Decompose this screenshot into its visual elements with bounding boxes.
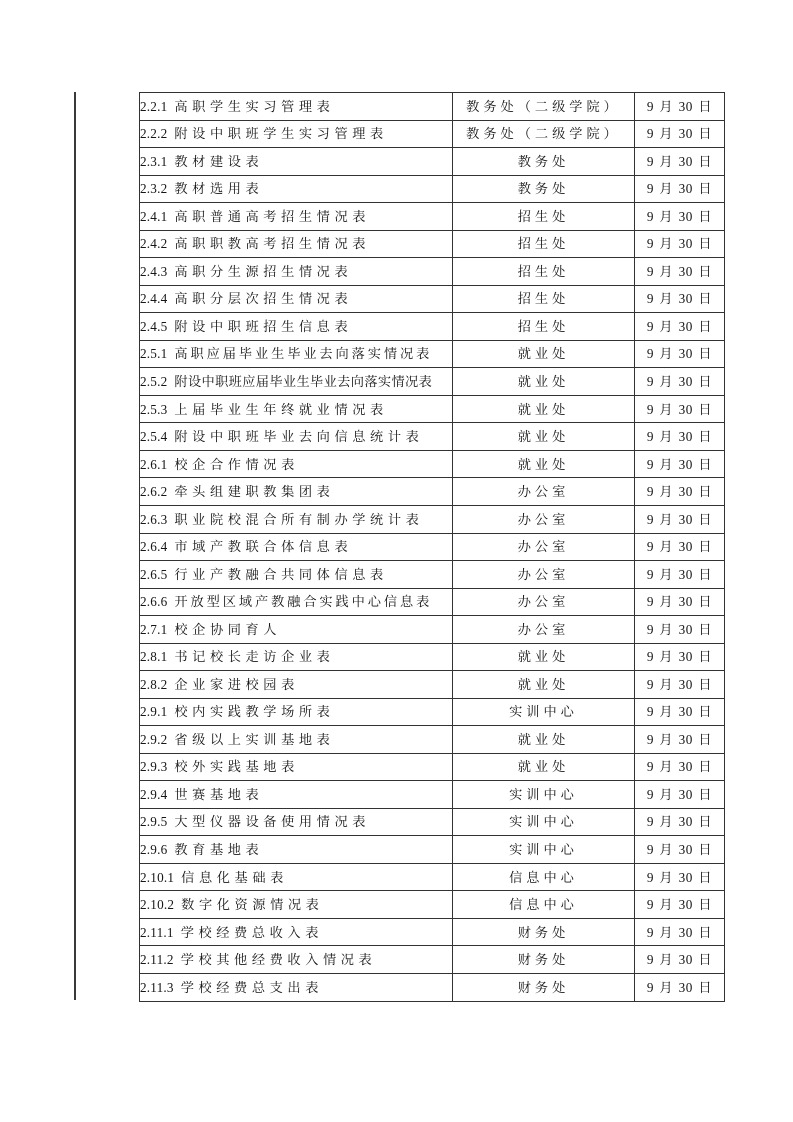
- report-number: 2.4.4: [140, 291, 168, 307]
- table-row: [140, 313, 725, 341]
- cell-department: 教务处: [453, 148, 635, 176]
- cell-deadline: 9 月 30 日: [635, 561, 725, 589]
- cell-deadline: 9 月 30 日: [635, 313, 725, 341]
- report-title: 学校经费总支出表: [180, 979, 323, 995]
- report-title: 校企协同育人: [174, 621, 282, 637]
- report-title: 省级以上实训基地表: [174, 731, 335, 747]
- report-number: 2.11.3: [140, 979, 174, 995]
- cell-deadline: 9 月 30 日: [635, 781, 725, 809]
- cell-report-name: [140, 120, 453, 148]
- report-title: 牵头组建职教集团表: [174, 484, 335, 500]
- cell-deadline: 9 月 30 日: [635, 423, 725, 451]
- table-row: [140, 836, 725, 864]
- cell-deadline: 9 月 30 日: [635, 863, 725, 891]
- cell-department: 就业处: [453, 368, 635, 396]
- cell-deadline: 9 月 30 日: [635, 93, 725, 121]
- report-number: 2.4.5: [140, 318, 168, 334]
- cell-report-name: [140, 93, 453, 121]
- cell-deadline: 9 月 30 日: [635, 203, 725, 231]
- cell-deadline: 9 月 30 日: [635, 230, 725, 258]
- report-number: 2.3.2: [140, 181, 168, 197]
- report-number: 2.3.1: [140, 153, 168, 169]
- cell-department: 就业处: [453, 671, 635, 699]
- cell-department: 财务处: [453, 946, 635, 974]
- cell-report-name: [140, 313, 453, 341]
- report-title: 教育基地表: [174, 842, 264, 857]
- report-number: 2.6.2: [140, 484, 168, 500]
- table-row: [140, 230, 725, 258]
- table-row: [140, 203, 725, 231]
- cell-department: 就业处: [453, 726, 635, 754]
- cell-report-name: [140, 918, 453, 946]
- report-title: 校内实践教学场所表: [174, 704, 335, 720]
- cell-deadline: 9 月 30 日: [635, 643, 725, 671]
- table-row: [140, 946, 725, 974]
- cell-report-name: [140, 340, 453, 368]
- cell-deadline: 9 月 30 日: [635, 285, 725, 313]
- cell-department: 办公室: [453, 505, 635, 533]
- cell-department: 实训中心: [453, 781, 635, 809]
- report-number: 2.11.1: [140, 924, 174, 940]
- report-number: 2.10.1: [140, 869, 175, 885]
- cell-deadline: 9 月 30 日: [635, 478, 725, 506]
- report-title: 校外实践基地表: [174, 759, 299, 775]
- cell-deadline: 9 月 30 日: [635, 974, 725, 1002]
- cell-deadline: 9 月 30 日: [635, 395, 725, 423]
- report-number: 2.9.1: [140, 704, 168, 720]
- report-number: 2.10.2: [140, 897, 175, 913]
- cell-report-name: [140, 368, 453, 396]
- report-number: 2.7.1: [140, 621, 168, 637]
- report-title: 行业产教融合共同体信息表: [174, 566, 388, 582]
- cell-report-name: [140, 505, 453, 533]
- table-row: [140, 175, 725, 203]
- report-number: 2.5.2: [140, 373, 168, 389]
- cell-report-name: [140, 258, 453, 286]
- cell-department: 招生处: [453, 230, 635, 258]
- report-number: 2.8.1: [140, 649, 168, 665]
- cell-department: 招生处: [453, 285, 635, 313]
- cell-report-name: [140, 203, 453, 231]
- cell-deadline: 9 月 30 日: [635, 588, 725, 616]
- cell-department: 就业处: [453, 340, 635, 368]
- cell-department: 财务处: [453, 918, 635, 946]
- cell-deadline: 9 月 30 日: [635, 616, 725, 644]
- report-title: 职业院校混合所有制办学统计表: [174, 511, 424, 527]
- cell-report-name: [140, 423, 453, 451]
- table-row: [140, 368, 725, 396]
- report-title: 高职分层次招生情况表: [174, 291, 353, 307]
- cell-deadline: 9 月 30 日: [635, 258, 725, 286]
- report-title: 教材建设表: [174, 153, 264, 169]
- report-title: 市域产教联合体信息表: [174, 539, 353, 555]
- report-number: 2.6.3: [140, 511, 168, 527]
- report-number: 2.9.4: [140, 786, 168, 802]
- report-title: 开放型区域产教融合实践中心信息表: [174, 594, 433, 610]
- report-title: 高职职教高考招生情况表: [174, 236, 371, 252]
- report-title: 书记校长走访企业表: [174, 649, 335, 665]
- cell-report-name: [140, 753, 453, 781]
- cell-deadline: 9 月 30 日: [635, 836, 725, 864]
- cell-report-name: [140, 533, 453, 561]
- cell-deadline: 9 月 30 日: [635, 340, 725, 368]
- report-title: 高职普通高考招生情况表: [174, 208, 371, 224]
- table-row: [140, 698, 725, 726]
- report-title: 附设中职班应届毕业生毕业去向落实情况表: [174, 373, 433, 389]
- cell-report-name: [140, 726, 453, 754]
- cell-department: 财务处: [453, 974, 635, 1002]
- cell-department: 办公室: [453, 561, 635, 589]
- report-number: 2.4.2: [140, 236, 168, 252]
- report-title: 高职分生源招生情况表: [174, 263, 353, 279]
- report-number: 2.6.5: [140, 566, 168, 582]
- table-row: [140, 395, 725, 423]
- table-row: [140, 148, 725, 176]
- cell-report-name: [140, 450, 453, 478]
- table-row: [140, 588, 725, 616]
- table-row: [140, 616, 725, 644]
- table-row: [140, 918, 725, 946]
- cell-department: 招生处: [453, 313, 635, 341]
- cell-department: 就业处: [453, 450, 635, 478]
- report-number: 2.9.6: [140, 842, 168, 857]
- report-title: 学校经费总收入表: [180, 924, 323, 940]
- cell-deadline: 9 月 30 日: [635, 505, 725, 533]
- table-row: [140, 450, 725, 478]
- cell-department: 信息中心: [453, 891, 635, 919]
- cell-department: 办公室: [453, 588, 635, 616]
- report-number: 2.9.2: [140, 731, 168, 747]
- table-row: [140, 423, 725, 451]
- cell-report-name: [140, 148, 453, 176]
- cell-report-name: [140, 891, 453, 919]
- table-row: [140, 808, 725, 836]
- report-number: 2.5.1: [140, 346, 168, 362]
- report-number: 2.5.4: [140, 429, 168, 445]
- report-number: 2.9.3: [140, 759, 168, 775]
- report-title: 附设中职班毕业去向信息统计表: [174, 429, 424, 445]
- report-title: 校企合作情况表: [174, 456, 299, 472]
- left-margin-line: [74, 92, 76, 1000]
- cell-report-name: [140, 836, 453, 864]
- table-row: [140, 120, 725, 148]
- cell-department: 教务处（二级学院）: [453, 120, 635, 148]
- report-title: 高职学生实习管理表: [174, 98, 335, 114]
- cell-deadline: 9 月 30 日: [635, 148, 725, 176]
- table-row: [140, 561, 725, 589]
- cell-deadline: 9 月 30 日: [635, 671, 725, 699]
- table-row: [140, 781, 725, 809]
- table-row: [140, 643, 725, 671]
- report-title: 附设中职班学生实习管理表: [174, 126, 388, 142]
- table-row: [140, 974, 725, 1002]
- table-row: [140, 505, 725, 533]
- report-title: 企业家进校园表: [174, 676, 299, 692]
- table-row: [140, 340, 725, 368]
- report-number: 2.8.2: [140, 676, 168, 692]
- cell-department: 教务处（二级学院）: [453, 93, 635, 121]
- table-row: [140, 93, 725, 121]
- cell-department: 办公室: [453, 478, 635, 506]
- cell-report-name: [140, 808, 453, 836]
- cell-report-name: [140, 478, 453, 506]
- cell-deadline: 9 月 30 日: [635, 533, 725, 561]
- cell-department: 办公室: [453, 616, 635, 644]
- cell-deadline: 9 月 30 日: [635, 918, 725, 946]
- cell-report-name: [140, 974, 453, 1002]
- cell-report-name: [140, 561, 453, 589]
- cell-report-name: [140, 781, 453, 809]
- report-title: 世赛基地表: [174, 786, 264, 802]
- cell-department: 教务处: [453, 175, 635, 203]
- cell-report-name: [140, 698, 453, 726]
- table-body: [140, 93, 725, 1002]
- cell-deadline: 9 月 30 日: [635, 753, 725, 781]
- report-number: 2.6.4: [140, 539, 168, 555]
- report-number: 2.11.2: [140, 952, 174, 968]
- report-number: 2.5.3: [140, 401, 168, 417]
- cell-deadline: 9 月 30 日: [635, 120, 725, 148]
- report-title: 数字化资源情况表: [181, 897, 324, 913]
- cell-deadline: 9 月 30 日: [635, 946, 725, 974]
- report-schedule-table: [139, 92, 725, 1002]
- cell-department: 就业处: [453, 423, 635, 451]
- table-row: [140, 258, 725, 286]
- cell-report-name: [140, 863, 453, 891]
- table-row: [140, 891, 725, 919]
- cell-report-name: [140, 643, 453, 671]
- cell-report-name: [140, 946, 453, 974]
- table-row: [140, 533, 725, 561]
- cell-department: 就业处: [453, 753, 635, 781]
- report-title: 高职应届毕业生毕业去向落实情况表: [174, 346, 433, 362]
- cell-report-name: [140, 616, 453, 644]
- cell-deadline: 9 月 30 日: [635, 808, 725, 836]
- table-row: [140, 671, 725, 699]
- cell-department: 实训中心: [453, 698, 635, 726]
- report-number: 2.4.3: [140, 263, 168, 279]
- report-number: 2.6.1: [140, 456, 168, 472]
- table-row: [140, 285, 725, 313]
- cell-department: 实训中心: [453, 836, 635, 864]
- cell-report-name: [140, 285, 453, 313]
- report-title: 信息化基础表: [181, 869, 288, 885]
- cell-deadline: 9 月 30 日: [635, 175, 725, 203]
- report-title: 上届毕业生年终就业情况表: [174, 401, 388, 417]
- cell-department: 办公室: [453, 533, 635, 561]
- cell-report-name: [140, 230, 453, 258]
- cell-department: 招生处: [453, 203, 635, 231]
- table-row: [140, 726, 725, 754]
- report-number: 2.4.1: [140, 208, 168, 224]
- report-number: 2.9.5: [140, 814, 168, 830]
- cell-deadline: 9 月 30 日: [635, 891, 725, 919]
- cell-report-name: [140, 588, 453, 616]
- table-row: [140, 753, 725, 781]
- report-title: 学校其他经费收入情况表: [180, 952, 377, 968]
- cell-report-name: [140, 175, 453, 203]
- report-number: 2.2.2: [140, 126, 168, 142]
- report-number: 2.6.6: [140, 594, 168, 610]
- table-row: [140, 478, 725, 506]
- cell-deadline: 9 月 30 日: [635, 450, 725, 478]
- report-title: 附设中职班招生信息表: [174, 318, 353, 334]
- cell-department: 信息中心: [453, 863, 635, 891]
- report-title: 大型仪器设备使用情况表: [174, 814, 371, 830]
- cell-report-name: [140, 671, 453, 699]
- cell-deadline: 9 月 30 日: [635, 698, 725, 726]
- table-row: [140, 863, 725, 891]
- cell-deadline: 9 月 30 日: [635, 368, 725, 396]
- cell-department: 招生处: [453, 258, 635, 286]
- report-title: 教材选用表: [174, 181, 264, 197]
- cell-deadline: 9 月 30 日: [635, 726, 725, 754]
- cell-department: 就业处: [453, 395, 635, 423]
- report-number: 2.2.1: [140, 98, 168, 114]
- cell-department: 实训中心: [453, 808, 635, 836]
- cell-report-name: [140, 395, 453, 423]
- cell-department: 就业处: [453, 643, 635, 671]
